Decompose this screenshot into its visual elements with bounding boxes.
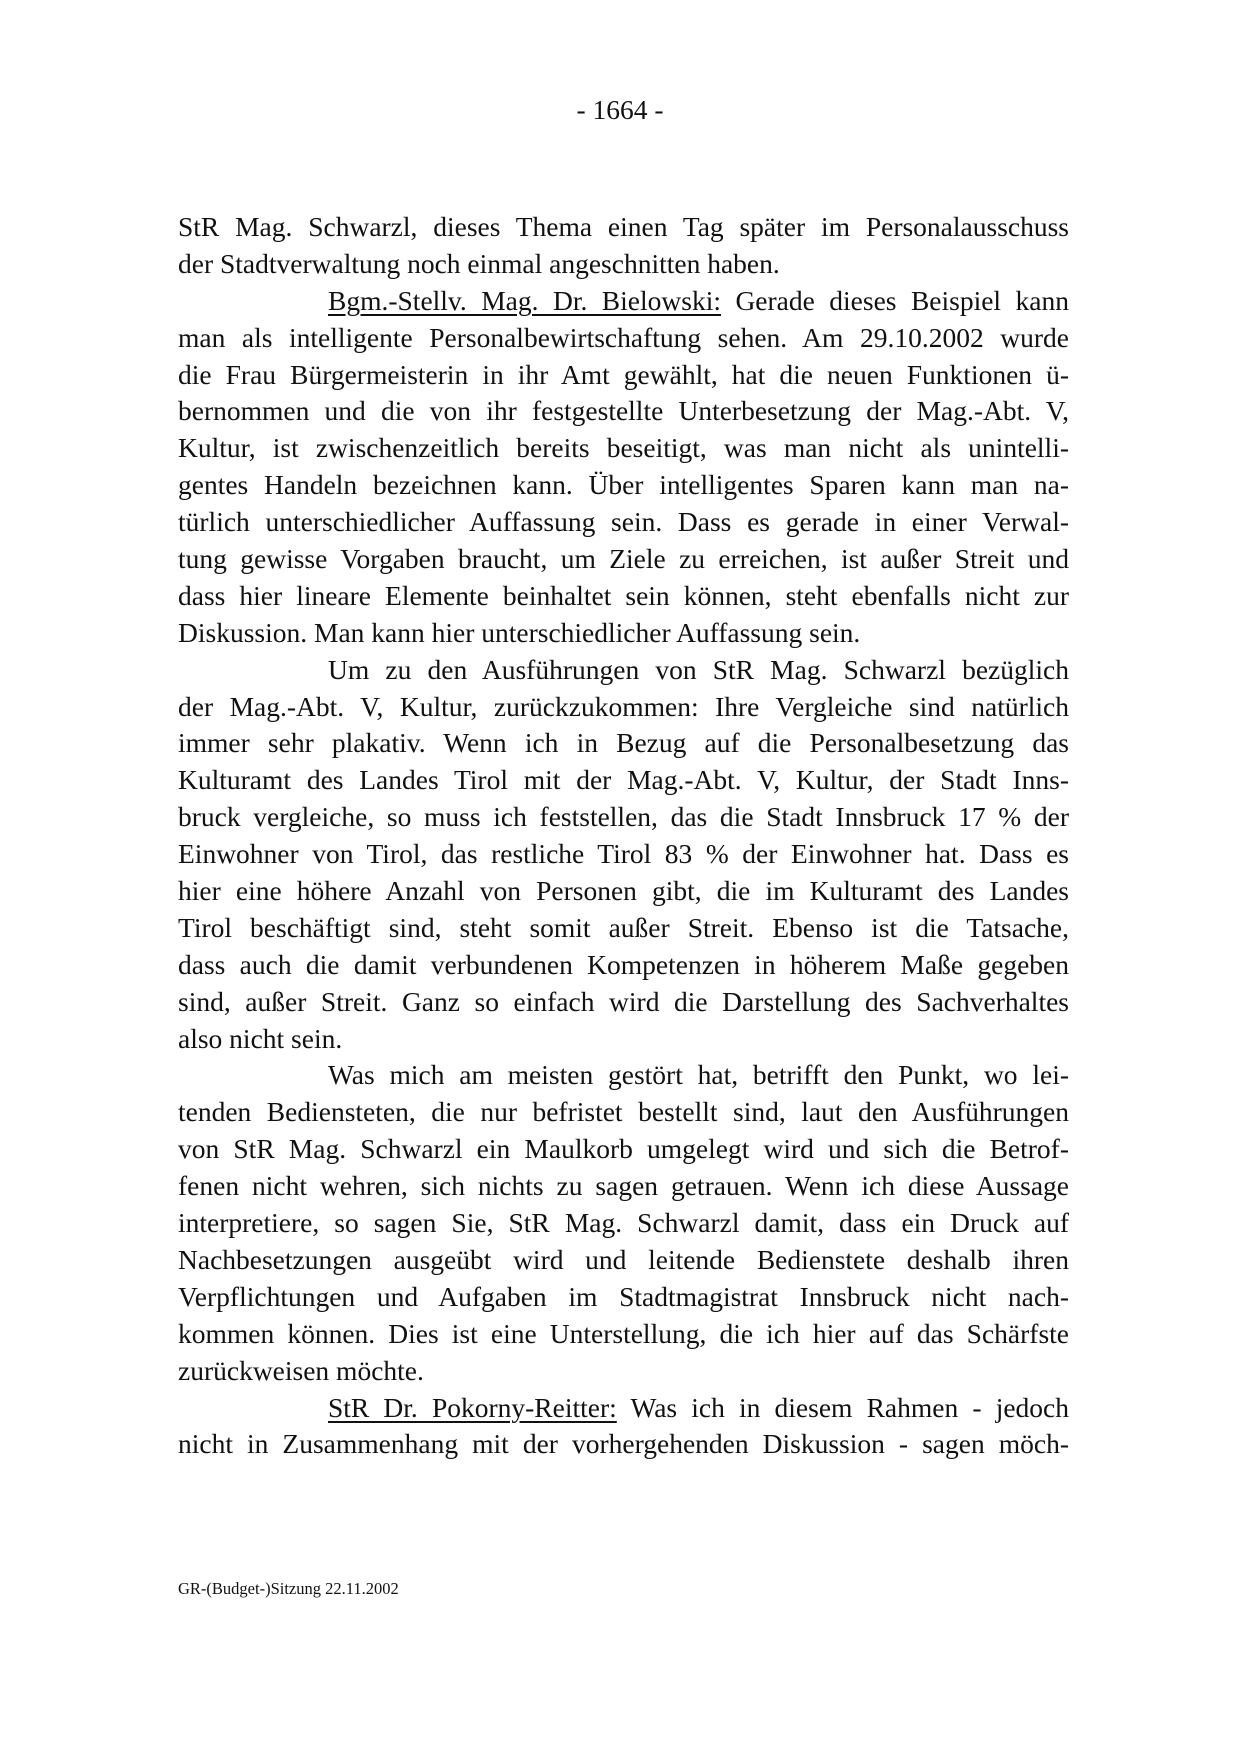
body-text	[178, 209, 1069, 1463]
text-line: also nicht sein.	[178, 1022, 343, 1054]
paragraph	[178, 1390, 1069, 1464]
text-line: Nachbesetzungen ausgeübt wird und leitende Bedienstete deshalb ihren	[178, 1243, 1069, 1275]
paragraph	[178, 283, 1069, 652]
text-line: bruck vergleiche, so muss ich feststellen, das die Stadt Innsbruck 17 % der	[178, 801, 1069, 833]
text-run: Was ich in diesem Rahmen - jedoch	[616, 1391, 1069, 1423]
text-line: man als intelligente Personalbewirtschaftung sehen. Am 29.10.2002 wurde	[178, 321, 1069, 353]
text-line: zurückweisen möchte.	[178, 1354, 424, 1386]
text-line: Verpflichtungen und Aufgaben im Stadtmagistrat Innsbruck nicht nach-	[178, 1280, 1069, 1312]
text-line: gentes Handeln bezeichnen kann. Über intelligentes Sparen kann man na-	[178, 469, 1069, 501]
speaker-name: Bgm.-Stellv. Mag. Dr. Bielowski:	[328, 284, 721, 316]
text-line	[178, 1390, 1069, 1427]
text-line: immer sehr plakativ. Wenn ich in Bezug auf die Personalbesetzung das	[178, 727, 1069, 759]
text-line: Kultur, ist zwischenzeitlich bereits beseitigt, was man nicht als unintelli-	[178, 432, 1069, 464]
footer-session-date: GR-(Budget-)Sitzung 22.11.2002	[178, 1579, 399, 1598]
text-run: StR Mag. Schwarzl, dieses Thema einen Tag später im Personalausschuss	[178, 211, 1069, 242]
speaker-name: StR Dr. Pokorny-Reitter:	[328, 1391, 617, 1423]
text-run: Um zu den Ausführungen von StR Mag. Schwarzl bezüglich	[328, 653, 1069, 685]
text-line: dass hier lineare Elemente beinhaltet sein können, steht ebenfalls nicht zur	[178, 579, 1069, 611]
text-line: nicht in Zusammenhang mit der vorhergehenden Diskussion - sagen möch-	[178, 1428, 1069, 1460]
text-run: Gerade dieses Beispiel kann	[720, 284, 1069, 316]
text-line: sind, außer Streit. Ganz so einfach wird die Darstellung des Sachverhaltes	[178, 985, 1069, 1017]
text-line: die Frau Bürgermeisterin in ihr Amt gewählt, hat die neuen Funktionen ü-	[178, 358, 1069, 390]
text-line: Einwohner von Tirol, das restliche Tirol 83 % der Einwohner hat. Dass es	[178, 838, 1069, 870]
text-line	[178, 283, 1069, 320]
text-run: Was mich am meisten gestört hat, betrifft den Punkt, wo lei-	[328, 1059, 1069, 1091]
paragraph	[178, 209, 1069, 283]
text-line	[178, 209, 1069, 246]
text-line: tenden Bediensteten, die nur befristet bestellt sind, laut den Ausführungen	[178, 1096, 1069, 1128]
text-line: Tirol beschäftigt sind, steht somit außer Streit. Ebenso ist die Tatsache,	[178, 911, 1069, 943]
paragraph	[178, 652, 1069, 1058]
text-line: türlich unterschiedlicher Auffassung sein. Dass es gerade in einer Verwal-	[178, 506, 1069, 538]
text-line: interpretiere, so sagen Sie, StR Mag. Schwarzl damit, dass ein Druck auf	[178, 1207, 1069, 1239]
text-line	[178, 652, 1069, 689]
text-line: kommen können. Dies ist eine Unterstellung, die ich hier auf das Schärfste	[178, 1317, 1069, 1349]
paragraph	[178, 1057, 1069, 1389]
text-line: tung gewisse Vorgaben braucht, um Ziele zu erreichen, ist außer Streit und	[178, 543, 1069, 575]
text-line: fenen nicht wehren, sich nichts zu sagen getrauen. Wenn ich diese Aussage	[178, 1170, 1069, 1202]
page-number: - 1664 -	[576, 94, 664, 125]
text-line: bernommen und die von ihr festgestellte Unterbesetzung der Mag.-Abt. V,	[178, 395, 1069, 427]
text-line: der Stadtverwaltung noch einmal angeschnitten haben.	[178, 247, 780, 279]
text-line: der Mag.-Abt. V, Kultur, zurückzukommen: Ihre Vergleiche sind natürlich	[178, 690, 1069, 722]
text-line	[178, 1057, 1069, 1094]
text-line: Diskussion. Man kann hier unterschiedlicher Auffassung sein.	[178, 616, 861, 648]
text-line: Kulturamt des Landes Tirol mit der Mag.-Abt. V, Kultur, der Stadt Inns-	[178, 764, 1069, 796]
text-line: von StR Mag. Schwarzl ein Maulkorb umgelegt wird und sich die Betrof-	[178, 1133, 1069, 1165]
text-line: hier eine höhere Anzahl von Personen gibt, die im Kulturamt des Landes	[178, 875, 1069, 907]
text-line: dass auch die damit verbundenen Kompetenzen in höherem Maße gegeben	[178, 948, 1069, 980]
